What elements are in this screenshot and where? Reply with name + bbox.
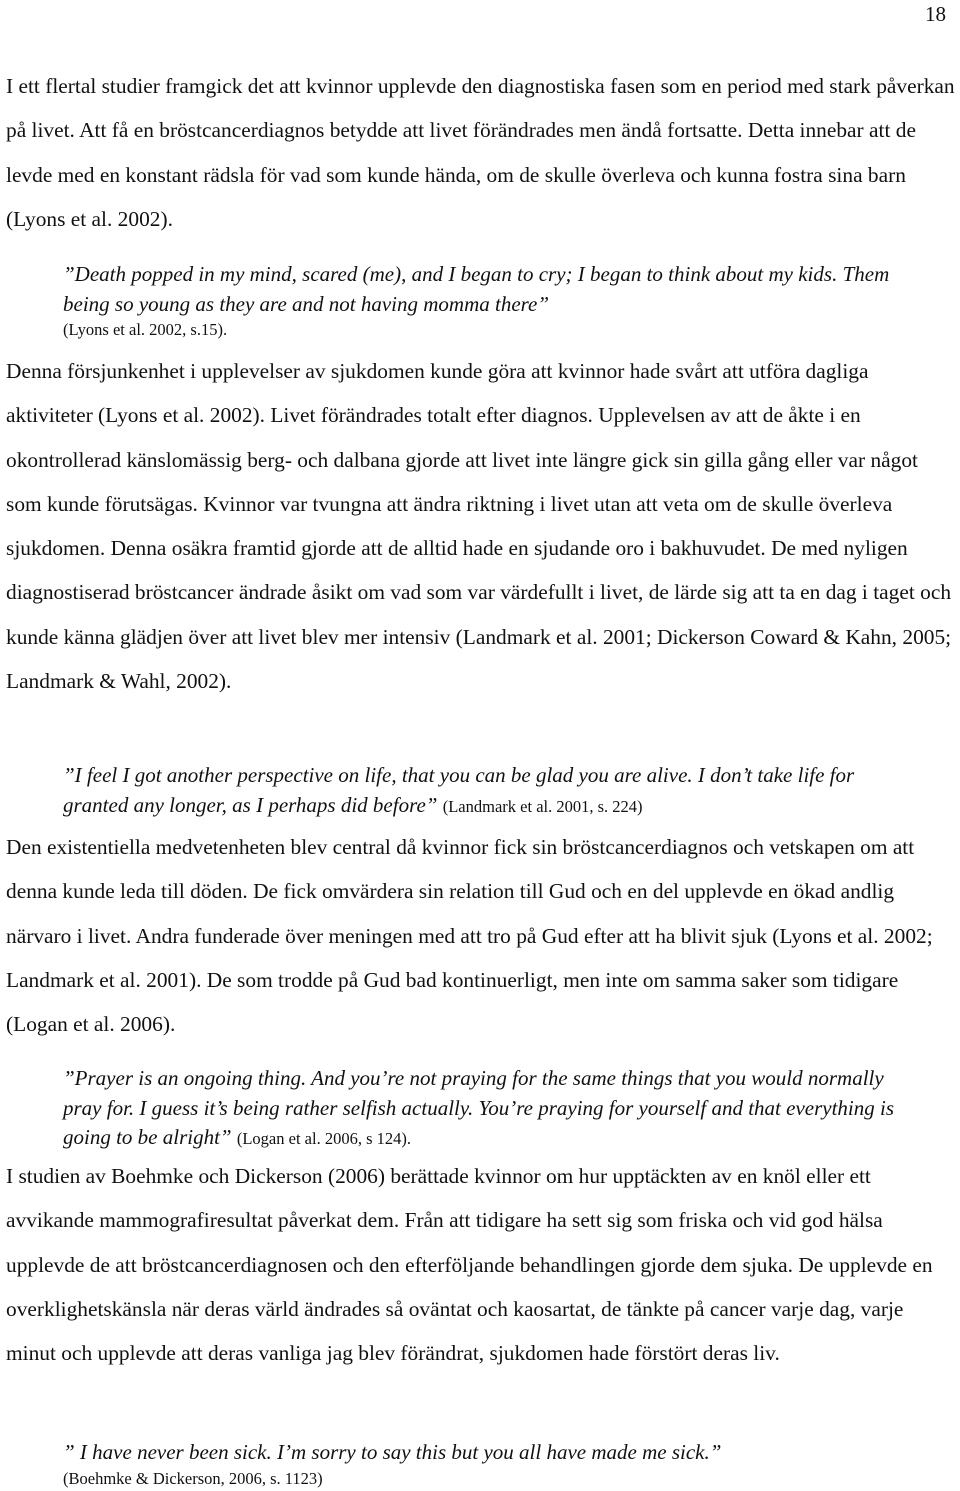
paragraph-boehmke: I studien av Boehmke och Dickerson (2006) berättade kvinnor om hur upptäckten av en knöl eller ett avvikande mammografiresultat påverkat dem. Från att tidigare ha sett sig som friska och vid god hälsa upplevde de att bröstcancerdiagnosen och den efterföljande behandlingen gjorde dem sjuka. De upplevde en overklighetskänsla när deras värld ändrades så oväntat och kaosartat, de tänkte på cancer varje dag, varje minut och upplevde att deras vanliga jag blev förändrat, sjukdomen hade förstört deras liv. — [6, 1164, 933, 1366]
quote-text: ”Death popped in my mind, scared (me), and I began to cry; I began to think about my kids. Them being so young as they are and not having momma there” — [63, 262, 890, 316]
paragraph-diagnostic-phase: I ett flertal studier framgick det att kvinnor upplevde den diagnostiska fasen som en period med stark påverkan på livet. Att få en bröstcancerdiagnos betydde att livet förändrades men ändå fortsatte. Detta innebar att de levde med en konstant rädsla för vad som kunde hända, om de skulle överleva och kunna fostra sina barn (Lyons et al. 2002). — [6, 74, 955, 231]
page-number: 18 — [925, 2, 946, 26]
quote-citation: (Landmark et al. 2001, s. 224) — [442, 796, 643, 816]
quote-landmark — [63, 761, 923, 821]
paragraph-daily-life: Denna försjunkenhet i upplevelser av sjukdomen kunde göra att kvinnor hade svårt att utföra dagliga aktiviteter (Lyons et al. 2002). Livet förändrades totalt efter diagnos. Upplevelsen av att de åkte i en okontrollerad känslomässig berg- och dalbana gjorde att livet inte längre gick sin gilla gång eller var något som kunde förutsägas. Kvinnor var tvungna att ändra riktning i livet utan att veta om de skulle överleva sjukdomen. Denna osäkra framtid gjorde att de alltid hade en sjudande oro i bakhuvudet. De med nyligen diagnostiserad bröstcancer ändrade åsikt om vad som var värdefullt i livet, de lärde sig att ta en dag i taget och kunde känna glädjen över att livet blev mer intensiv (Landmark et al. 2001; Dickerson Coward & Kahn, 2005; Landmark & Wahl, 2002). — [6, 359, 952, 694]
quote-text: ” I have never been sick. I’m sorry to say this but you all have made me sick.” — [63, 1440, 722, 1464]
quote-text: ”I feel I got another perspective on life, that you can be glad you are alive. I don’t take life for granted any longer, as I perhaps did before” — [63, 763, 855, 817]
quote-citation: (Lyons et al. 2002, s.15). — [63, 320, 228, 339]
quote-boehmke — [63, 1438, 923, 1490]
quote-citation: (Logan et al. 2006, s 124). — [236, 1129, 411, 1148]
quote-lyons — [63, 260, 923, 341]
paragraph-existential: Den existentiella medvetenheten blev central då kvinnor fick sin bröstcancerdiagnos och vetskapen om att denna kunde leda till döden. De fick omvärdera sin relation till Gud och en del upplevde en ökad andlig närvaro i livet. Andra funderade över meningen med att tro på Gud efter att ha blivit sjuk (Lyons et al. 2002; Landmark et al. 2001). De som trodde på Gud bad kontinuerligt, men inte om samma saker som tidigare (Logan et al. 2006). — [6, 835, 933, 1037]
quote-text: ”Prayer is an ongoing thing. And you’re not praying for the same things that you would normally pray for. I guess it’s being rather selfish actually. You’re praying for yourself and that everything is going to be alright” — [63, 1066, 895, 1149]
quote-citation: (Boehmke & Dickerson, 2006, s. 1123) — [63, 1468, 323, 1488]
quote-logan — [63, 1064, 923, 1154]
